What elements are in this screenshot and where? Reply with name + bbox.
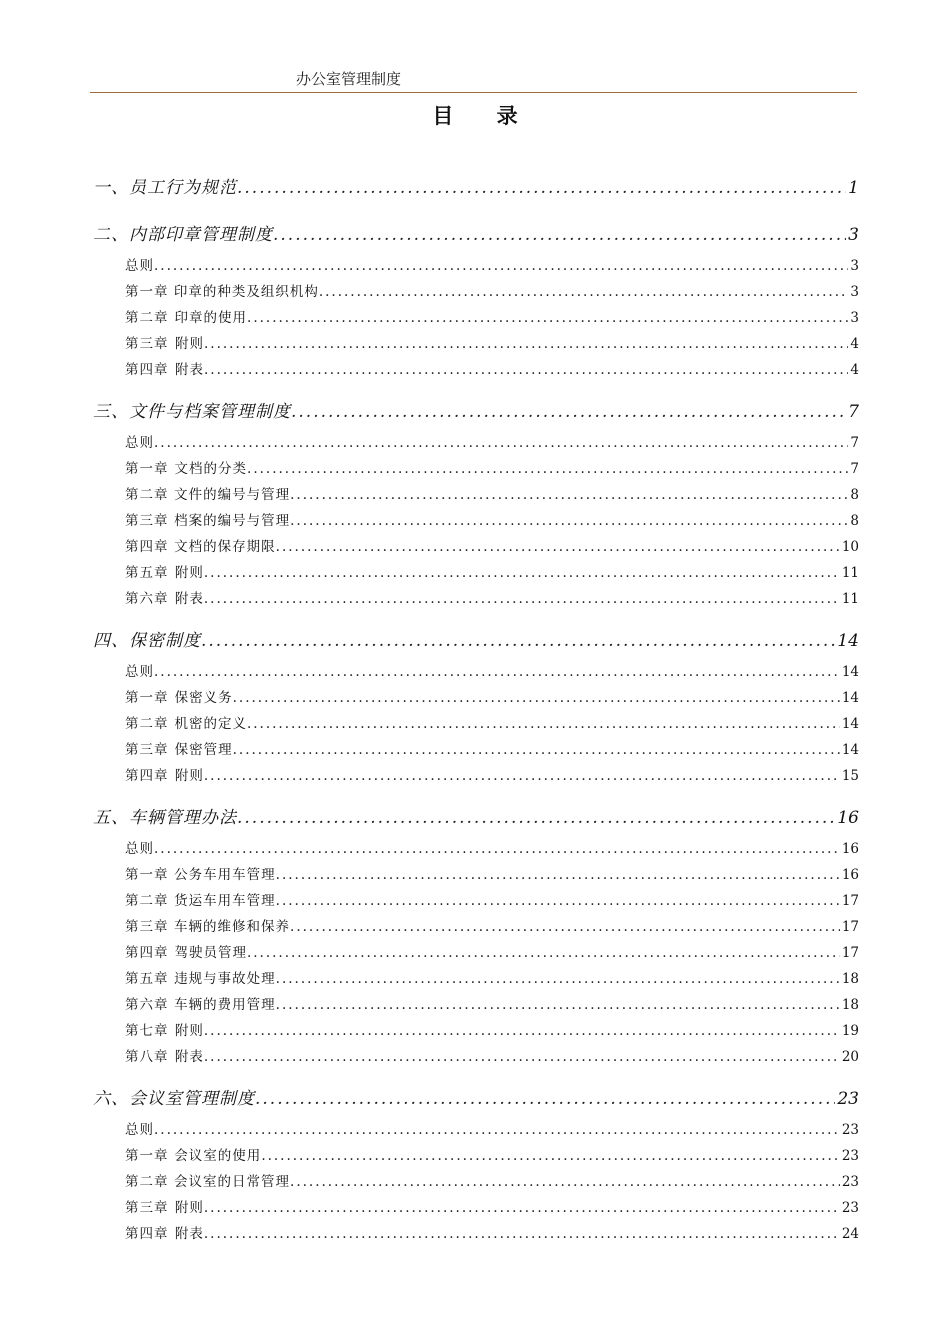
toc-entry-chapter[interactable] — [93, 1221, 859, 1247]
toc-page-number: 15 — [841, 768, 859, 784]
toc-entry-chapter[interactable] — [93, 888, 859, 914]
toc-chapter-title: 档案的编号与管理 — [174, 513, 291, 529]
toc-chapter-title: 会议室的日常管理 — [174, 1174, 291, 1190]
toc-chapter-title: 附表 — [174, 362, 204, 378]
toc-entry-chapter[interactable] — [93, 685, 859, 711]
toc-dot-leader — [276, 862, 840, 888]
toc-page-number: 20 — [841, 1049, 859, 1065]
toc-chapter-label: 第二章 — [125, 1174, 169, 1190]
toc-entry-chapter[interactable] — [93, 711, 859, 737]
toc-page-number: 3 — [850, 284, 859, 300]
toc-dot-leader — [290, 482, 848, 508]
toc-chapter-title: 驾驶员管理 — [174, 945, 247, 961]
toc-chapter-label: 第一章 — [125, 690, 169, 706]
toc-section-title: 三、文件与档案管理制度 — [93, 402, 291, 422]
toc-chapter-label: 第一章 — [125, 461, 169, 477]
toc-entry-chapter[interactable] — [93, 1044, 859, 1070]
toc-dot-leader — [154, 1117, 840, 1143]
toc-chapter-title: 印章的使用 — [174, 310, 248, 326]
toc-dot-leader — [273, 218, 846, 253]
toc-section — [93, 218, 859, 383]
toc-chapter-title: 货运车用车管理 — [174, 893, 276, 909]
toc-title: 目 录 — [432, 104, 536, 128]
toc-chapter-title: 附表 — [174, 1226, 204, 1242]
toc-chapter-title: 公务车用车管理 — [174, 867, 276, 883]
toc-dot-leader — [290, 1169, 840, 1195]
toc-dot-leader — [201, 624, 835, 659]
toc-page-number: 14 — [841, 716, 859, 732]
toc-page-number: 14 — [841, 664, 859, 680]
toc-dot-leader — [247, 940, 840, 966]
toc-chapter-label: 第二章 — [125, 487, 169, 503]
toc-dot-leader — [204, 586, 840, 612]
toc-chapter-title: 车辆的维修和保养 — [174, 919, 291, 935]
toc-dot-leader — [204, 1195, 840, 1221]
toc-dot-leader — [204, 357, 848, 383]
toc-dot-leader — [247, 456, 848, 482]
toc-chapter-label: 第六章 — [125, 997, 169, 1013]
toc-chapter-label: 总则 — [125, 435, 154, 451]
toc-dot-leader — [319, 279, 849, 305]
toc-page-number: 14 — [837, 631, 859, 651]
toc-chapter-title: 文档的保存期限 — [174, 539, 276, 555]
toc-chapter-label: 第三章 — [125, 919, 169, 935]
toc-page-number: 8 — [850, 487, 859, 503]
toc-section-title: 五、车辆管理办法 — [93, 808, 237, 828]
toc-page-number: 7 — [848, 402, 859, 422]
toc-dot-leader — [255, 1082, 835, 1117]
toc-entry-chapter[interactable] — [93, 862, 859, 888]
toc-page-number: 7 — [850, 461, 859, 477]
toc-entry-chapter[interactable] — [93, 1018, 859, 1044]
toc-dot-leader — [204, 763, 840, 789]
toc-entry-chapter[interactable] — [93, 836, 859, 862]
toc-page-number: 18 — [841, 997, 859, 1013]
toc-chapter-label: 总则 — [125, 841, 154, 857]
toc-dot-leader — [247, 711, 840, 737]
toc-chapter-title: 机密的定义 — [174, 716, 247, 732]
toc-chapter-label: 第三章 — [125, 1200, 169, 1216]
toc-chapter-label: 第七章 — [125, 1023, 169, 1039]
toc-page-number: 23 — [841, 1148, 859, 1164]
toc-dot-leader — [276, 534, 840, 560]
toc-entry-chapter[interactable] — [93, 279, 859, 305]
toc-page-number: 4 — [850, 362, 859, 378]
toc-entry-section[interactable] — [93, 1082, 859, 1117]
toc-page-number: 14 — [841, 690, 859, 706]
toc-section — [93, 171, 859, 206]
header-rule — [90, 92, 857, 93]
toc-entry-chapter[interactable] — [93, 482, 859, 508]
toc-chapter-title: 印章的种类及组织机构 — [173, 284, 319, 300]
toc-chapter-label: 第四章 — [125, 1226, 169, 1242]
toc-dot-leader — [276, 888, 840, 914]
toc-section — [93, 1082, 859, 1247]
toc-page-number: 24 — [841, 1226, 859, 1242]
table-of-contents — [93, 171, 859, 1259]
toc-section — [93, 395, 859, 612]
toc-section — [93, 801, 859, 1070]
toc-dot-leader — [247, 305, 848, 331]
toc-chapter-label: 总则 — [125, 258, 154, 274]
toc-chapter-title: 文档的分类 — [174, 461, 248, 477]
toc-entry-chapter[interactable] — [93, 534, 859, 560]
toc-entry-chapter[interactable] — [93, 659, 859, 685]
toc-page-number: 23 — [837, 1089, 859, 1109]
toc-chapter-title: 会议室的使用 — [174, 1148, 262, 1164]
toc-dot-leader — [290, 508, 848, 534]
toc-dot-leader — [154, 836, 840, 862]
toc-section-title: 二、内部印章管理制度 — [93, 225, 273, 245]
toc-chapter-title: 车辆的费用管理 — [174, 997, 276, 1013]
toc-chapter-title: 附表 — [174, 591, 204, 607]
toc-entry-chapter[interactable] — [93, 763, 859, 789]
toc-chapter-title: 附则 — [174, 1200, 204, 1216]
toc-chapter-label: 第四章 — [125, 768, 169, 784]
toc-page-number: 3 — [850, 258, 859, 274]
toc-page-number: 17 — [841, 893, 859, 909]
toc-entry-chapter[interactable] — [93, 914, 859, 940]
toc-chapter-label: 总则 — [125, 1122, 154, 1138]
toc-chapter-label: 第二章 — [125, 716, 169, 732]
toc-chapter-title: 保密义务 — [174, 690, 233, 706]
toc-page-number: 11 — [841, 565, 859, 581]
toc-entry-section[interactable] — [93, 624, 859, 659]
toc-chapter-title: 附则 — [174, 336, 204, 352]
toc-dot-leader — [276, 966, 840, 992]
toc-chapter-label: 第八章 — [125, 1049, 169, 1065]
toc-entry-chapter[interactable] — [93, 940, 859, 966]
toc-chapter-title: 违规与事故处理 — [174, 971, 276, 987]
toc-chapter-title: 保密管理 — [174, 742, 233, 758]
toc-entry-chapter[interactable] — [93, 586, 859, 612]
toc-dot-leader — [261, 1143, 840, 1169]
toc-dot-leader — [237, 801, 835, 836]
toc-chapter-label: 第四章 — [125, 362, 169, 378]
toc-dot-leader — [154, 253, 848, 279]
toc-page-number: 17 — [841, 945, 859, 961]
toc-page-number: 23 — [841, 1200, 859, 1216]
toc-entry-chapter[interactable] — [93, 966, 859, 992]
toc-entry-chapter[interactable] — [93, 357, 859, 383]
toc-chapter-title: 附表 — [174, 1049, 204, 1065]
toc-page-number: 17 — [841, 919, 859, 935]
toc-chapter-label: 第三章 — [125, 336, 169, 352]
toc-dot-leader — [154, 430, 848, 456]
toc-section — [93, 624, 859, 789]
toc-dot-leader — [290, 914, 840, 940]
toc-page-number: 19 — [841, 1023, 859, 1039]
toc-entry-section[interactable] — [93, 218, 859, 253]
toc-page-number: 16 — [841, 841, 859, 857]
toc-page-number: 16 — [837, 808, 859, 828]
toc-entry-chapter[interactable] — [93, 253, 859, 279]
toc-chapter-label: 第三章 — [125, 513, 169, 529]
toc-page-number: 1 — [848, 178, 859, 198]
toc-chapter-label: 第六章 — [125, 591, 169, 607]
toc-chapter-label: 第四章 — [125, 539, 169, 555]
toc-entry-chapter[interactable] — [93, 331, 859, 357]
toc-page-number: 23 — [841, 1122, 859, 1138]
toc-entry-chapter[interactable] — [93, 1169, 859, 1195]
toc-page-number: 18 — [841, 971, 859, 987]
toc-dot-leader — [291, 395, 846, 430]
toc-chapter-title: 文件的编号与管理 — [174, 487, 291, 503]
toc-page-number: 14 — [841, 742, 859, 758]
toc-entry-section[interactable] — [93, 171, 859, 206]
toc-entry-chapter[interactable] — [93, 456, 859, 482]
toc-dot-leader — [204, 331, 848, 357]
toc-dot-leader — [154, 659, 840, 685]
toc-entry-chapter[interactable] — [93, 305, 859, 331]
toc-chapter-title: 附则 — [174, 565, 204, 581]
toc-chapter-label: 第三章 — [125, 742, 169, 758]
toc-section-title: 四、保密制度 — [93, 631, 201, 651]
toc-chapter-title: 附则 — [174, 768, 204, 784]
toc-dot-leader — [237, 171, 846, 206]
toc-dot-leader — [204, 560, 840, 586]
toc-section-title: 一、员工行为规范 — [93, 178, 237, 198]
toc-page-number: 8 — [850, 513, 859, 529]
toc-page-number: 7 — [850, 435, 859, 451]
toc-chapter-label: 第五章 — [125, 971, 169, 987]
toc-chapter-label: 第五章 — [125, 565, 169, 581]
toc-chapter-label: 第一章 — [125, 867, 169, 883]
toc-chapter-label: 第二章 — [125, 893, 169, 909]
toc-page-number: 3 — [850, 310, 859, 326]
page-header-title: 办公室管理制度 — [296, 70, 402, 88]
toc-chapter-label: 第二章 — [125, 310, 169, 326]
toc-entry-chapter[interactable] — [93, 737, 859, 763]
toc-entry-chapter[interactable] — [93, 1195, 859, 1221]
toc-entry-section[interactable] — [93, 801, 859, 836]
toc-entry-chapter[interactable] — [93, 508, 859, 534]
toc-page-number: 16 — [841, 867, 859, 883]
toc-dot-leader — [204, 1018, 840, 1044]
toc-chapter-label: 第四章 — [125, 945, 169, 961]
toc-section-title: 六、会议室管理制度 — [93, 1089, 255, 1109]
toc-dot-leader — [233, 737, 840, 763]
toc-page-number: 10 — [841, 539, 859, 555]
toc-dot-leader — [233, 685, 840, 711]
toc-page-number: 4 — [850, 336, 859, 352]
toc-page-number: 23 — [841, 1174, 859, 1190]
toc-entry-section[interactable] — [93, 395, 859, 430]
toc-entry-chapter[interactable] — [93, 992, 859, 1018]
toc-chapter-label: 第一章 — [125, 284, 169, 300]
toc-entry-chapter[interactable] — [93, 560, 859, 586]
toc-entry-chapter[interactable] — [93, 430, 859, 456]
toc-page-number: 11 — [841, 591, 859, 607]
toc-dot-leader — [204, 1044, 840, 1070]
toc-entry-chapter[interactable] — [93, 1117, 859, 1143]
toc-page-number: 3 — [848, 225, 859, 245]
toc-entry-chapter[interactable] — [93, 1143, 859, 1169]
toc-dot-leader — [204, 1221, 840, 1247]
toc-chapter-label: 第一章 — [125, 1148, 169, 1164]
toc-chapter-label: 总则 — [125, 664, 154, 680]
toc-dot-leader — [276, 992, 840, 1018]
toc-chapter-title: 附则 — [174, 1023, 204, 1039]
